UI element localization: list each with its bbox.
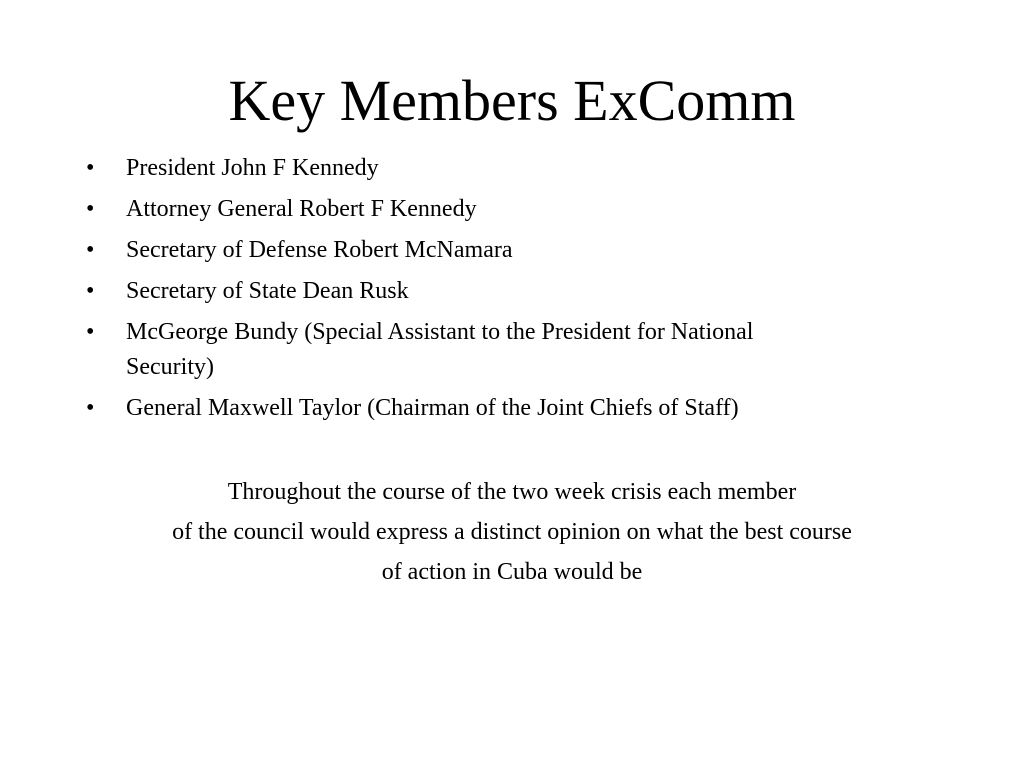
bullet-icon: •	[86, 278, 95, 304]
bullet-icon: •	[86, 319, 95, 345]
bullet-item	[82, 151, 952, 186]
paragraph-line: Throughout the course of the two week crisis each member	[227, 479, 797, 505]
summary-paragraph	[0, 472, 1024, 592]
paragraph-line: of the council would express a distinct opinion on what the best course	[172, 519, 852, 545]
bullet-icon: •	[86, 196, 95, 222]
bullet-text: President John F Kennedy	[126, 155, 379, 181]
bullet-list	[82, 151, 952, 432]
bullet-icon: •	[86, 237, 95, 263]
bullet-text: Attorney General Robert F Kennedy	[126, 196, 477, 222]
bullet-item	[82, 274, 952, 309]
bullet-item	[82, 315, 952, 385]
slide-title: Key Members ExComm	[228, 68, 796, 133]
bullet-text: McGeorge Bundy (Special Assistant to the President for National	[126, 319, 754, 345]
bullet-item	[82, 233, 952, 268]
bullet-item	[82, 391, 952, 426]
bullet-text: Secretary of Defense Robert McNamara	[126, 237, 513, 263]
bullet-icon: •	[86, 395, 95, 421]
bullet-item	[82, 192, 952, 227]
bullet-icon: •	[86, 155, 95, 181]
bullet-text: General Maxwell Taylor (Chairman of the Joint Chiefs of Staff)	[126, 395, 739, 421]
paragraph-line: of action in Cuba would be	[381, 559, 643, 585]
bullet-text: Secretary of State Dean Rusk	[126, 278, 409, 304]
bullet-text-continuation: Security)	[126, 354, 214, 380]
